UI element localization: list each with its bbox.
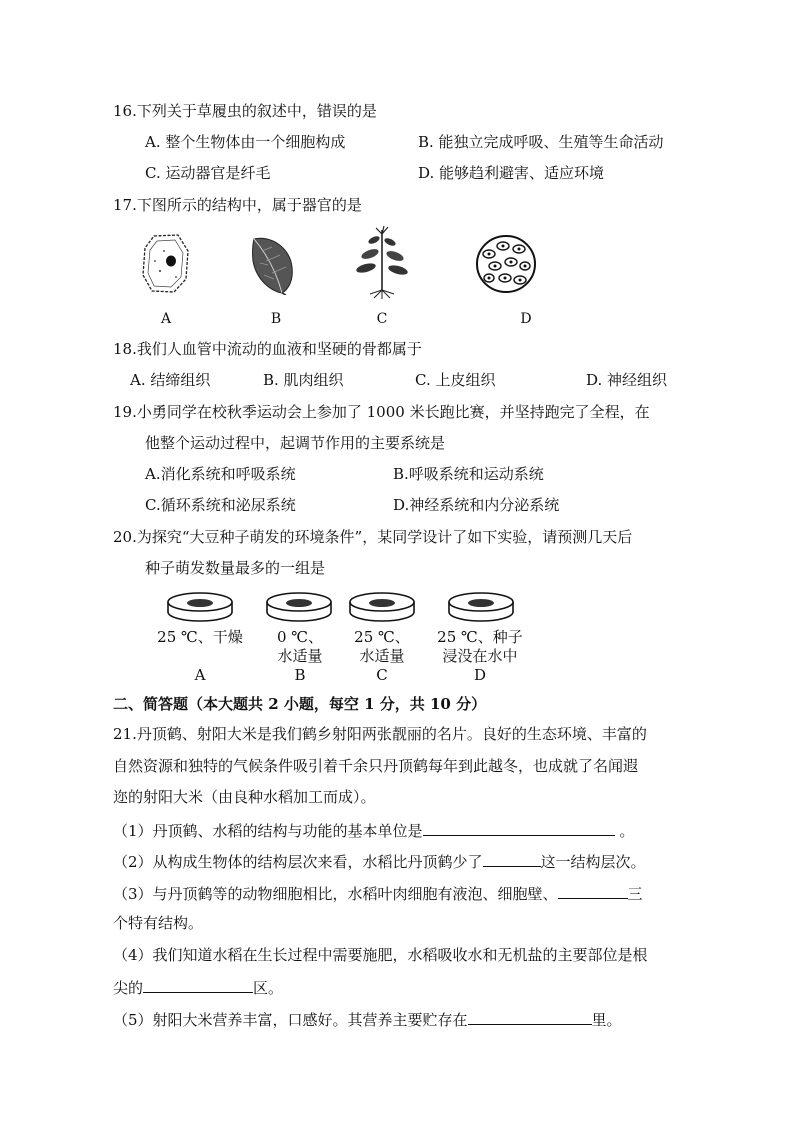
question-19-stem-cont: 他整个运动过程中，起调节作用的主要系统是 — [145, 434, 446, 452]
q21-sub-1-text: （1）丹顶鹤、水稻的结构与功能的基本单位是 — [113, 822, 423, 840]
question-20-stem-cont: 种子萌发数量最多的一组是 — [145, 559, 326, 577]
q18-option-a: A. 结缔组织 — [130, 371, 211, 389]
q21-sub-5-text: （5）射阳大米营养丰富，口感好。其营养主要贮存在 — [113, 1011, 468, 1029]
petri-dish-icon — [264, 590, 334, 622]
q18-option-d: D. 神经组织 — [586, 371, 668, 389]
question-18-stem: 18.我们人血管中流动的血液和坚硬的骨都属于 — [113, 340, 422, 358]
question-21-intro-3: 迩的射阳大米（由良种水稻加工而成）。 — [113, 788, 376, 806]
dish-b-letter: B — [294, 666, 306, 684]
q21-sub-3 — [113, 882, 643, 904]
dish-b-condition: 0 ℃、 — [276, 628, 324, 646]
q21-sub-3-text: （3）与丹顶鹤等的动物细胞相比，水稻叶肉细胞有液泡、细胞壁、 — [113, 885, 558, 903]
q16-option-c: C. 运动器官是纤毛 — [145, 164, 271, 182]
q21-sub-3-end: 三 — [627, 885, 643, 903]
petri-dish-icon — [347, 590, 417, 622]
answer-blank-3[interactable] — [558, 882, 628, 899]
dish-c-letter: C — [376, 666, 388, 684]
answer-blank-5[interactable] — [468, 1008, 592, 1025]
dish-d-condition: 25 ℃、种子 — [437, 628, 523, 646]
dish-d-letter: D — [473, 666, 487, 684]
petri-dish-icon — [446, 590, 516, 622]
dish-d-condition-2: 浸没在水中 — [442, 647, 518, 665]
q21-sub-2-text: （2）从构成生物体的结构层次来看，水稻比丹顶鹤少了 — [113, 853, 483, 871]
q19-option-a: A.消化系统和呼吸系统 — [145, 465, 296, 483]
tissue-cells-icon — [475, 234, 537, 294]
answer-blank-2[interactable] — [483, 850, 541, 867]
q21-sub-4: （4）我们知道水稻在生长过程中需要施肥，水稻吸收水和无机盐的主要部位是根 — [113, 946, 648, 964]
q21-sub-2-end: 这一结构层次。 — [540, 853, 646, 871]
dish-a-letter: A — [194, 666, 206, 684]
q21-sub-1 — [113, 819, 634, 841]
dish-b-condition-2: 水适量 — [277, 647, 323, 665]
whole-plant-icon — [352, 224, 412, 300]
q18-option-c: C. 上皮组织 — [415, 371, 496, 389]
figure-label-c: C — [376, 311, 388, 327]
q21-sub-5-end: 里。 — [591, 1011, 622, 1029]
q16-option-d: D. 能够趋利避害、适应环境 — [418, 164, 605, 182]
q21-sub-4-end: 区。 — [253, 979, 284, 997]
q16-option-a: A. 整个生物体由一个细胞构成 — [145, 133, 346, 151]
q21-sub-2 — [113, 850, 646, 872]
dish-c-condition: 25 ℃、 — [354, 628, 410, 646]
q19-option-d: D.神经系统和内分泌系统 — [393, 496, 560, 514]
q16-option-b: B. 能独立完成呼吸、生殖等生命活动 — [418, 133, 664, 151]
question-17-stem: 17.下图所示的结构中，属于器官的是 — [113, 196, 362, 214]
plant-cell-icon — [140, 233, 192, 295]
section-title: 二、简答题（本大题共 2 小题，每空 1 分，共 10 分） — [113, 695, 487, 713]
answer-blank-4[interactable] — [143, 976, 253, 993]
q19-option-b: B.呼吸系统和运动系统 — [393, 465, 544, 483]
q21-sub-4-cont — [113, 976, 283, 998]
dish-c-condition-2: 水适量 — [359, 647, 405, 665]
leaf-icon — [248, 233, 296, 295]
answer-blank-1[interactable] — [423, 819, 615, 836]
dish-a-condition: 25 ℃、干燥 — [157, 628, 243, 646]
question-16-stem: 16.下列关于草履虫的叙述中，错误的是 — [113, 102, 377, 120]
q21-sub-1-end: 。 — [614, 822, 635, 840]
question-21-intro-2: 自然资源和独特的气候条件吸引着千余只丹顶鹤每年到此越冬，也成就了名闻遐 — [113, 757, 639, 775]
q21-sub-5 — [113, 1008, 622, 1030]
question-21-intro: 21.丹顶鹤、射阳大米是我们鹤乡射阳两张靓丽的名片。良好的生态环境、丰富的 — [113, 725, 647, 743]
petri-dish-icon — [165, 590, 235, 622]
question-19-stem: 19.小勇同学在校秋季运动会上参加了 1000 米长跑比赛，并坚持跑完了全程，在 — [113, 403, 650, 421]
q18-option-b: B. 肌肉组织 — [263, 371, 344, 389]
q21-sub-4-text: 尖的 — [113, 979, 144, 997]
q19-option-c: C.循环系统和泌尿系统 — [145, 496, 296, 514]
q21-sub-3-cont: 个特有结构。 — [113, 914, 204, 932]
figure-label-b: B — [270, 311, 282, 327]
figure-label-a: A — [160, 311, 172, 327]
question-20-stem: 20.为探究“大豆种子萌发的环境条件”，某同学设计了如下实验，请预测几天后 — [113, 528, 633, 546]
figure-label-d: D — [520, 311, 532, 327]
